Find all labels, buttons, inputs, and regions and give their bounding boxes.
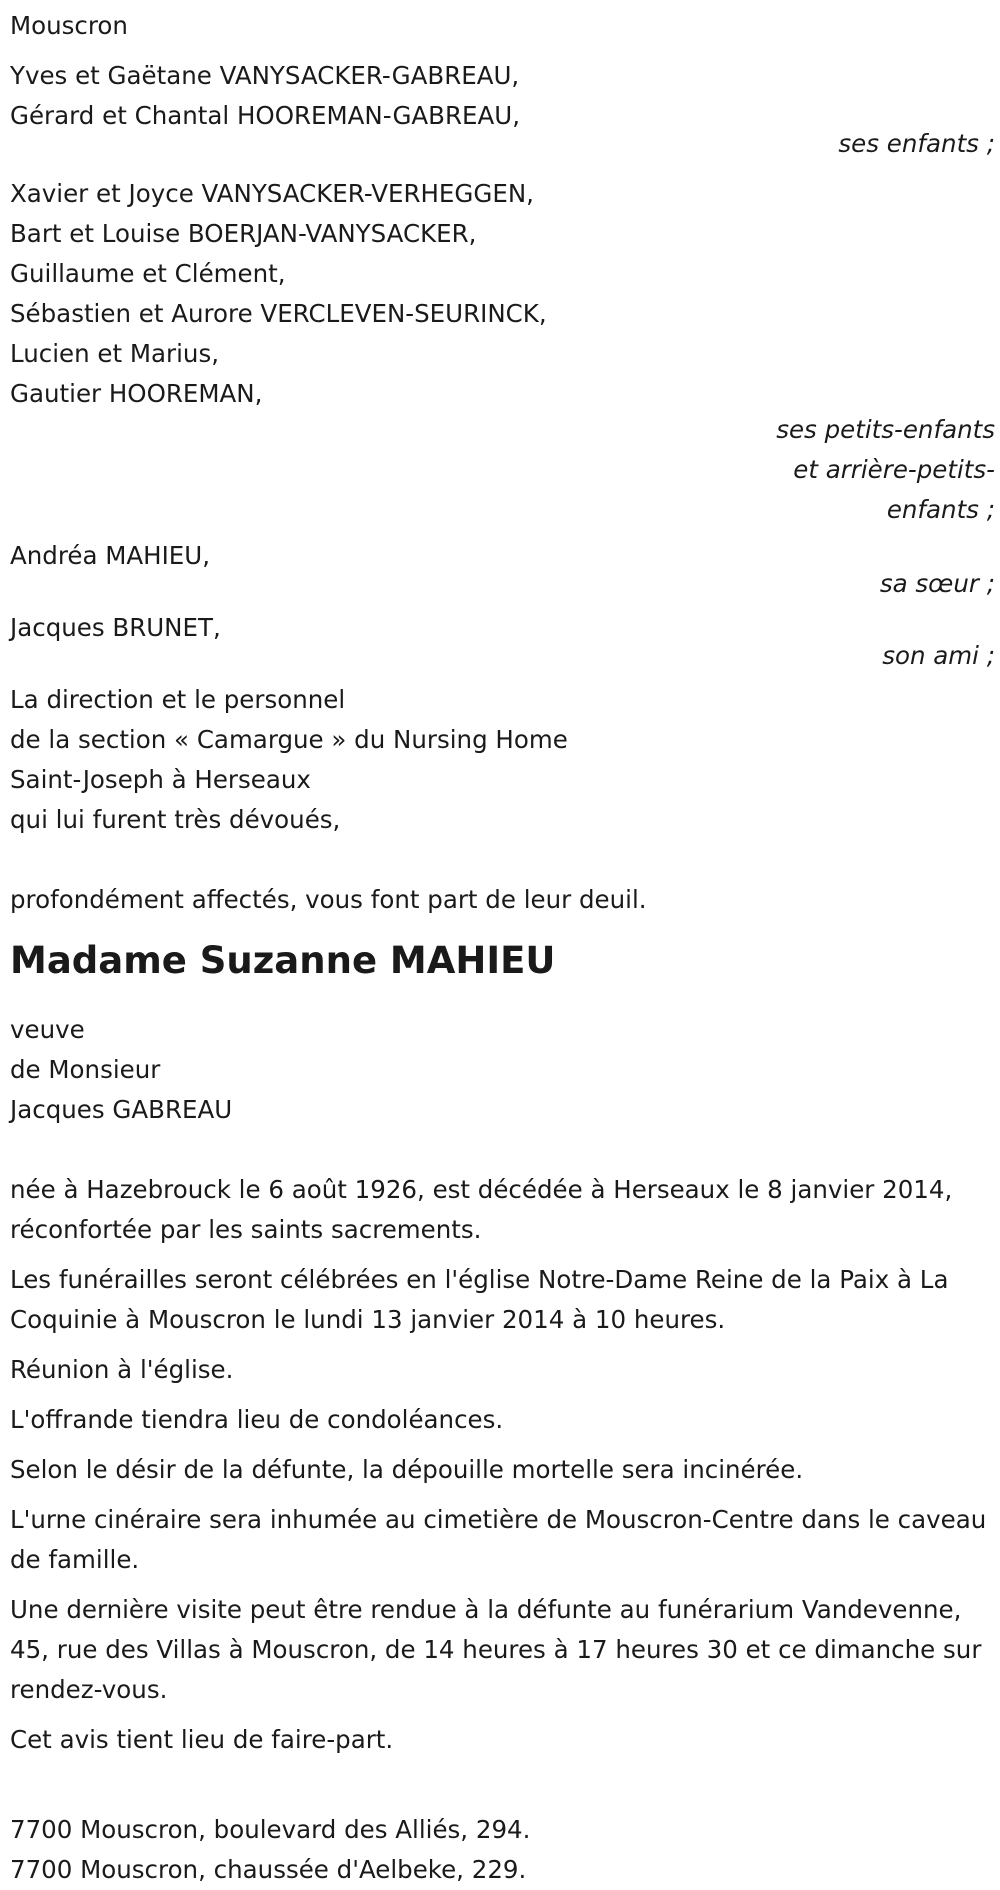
addresses-group [10, 1810, 994, 1890]
family-line: Jacques BRUNET, [10, 613, 221, 642]
family-line: Sébastien et Aurore VERCLEVEN-SEURINCK, [10, 299, 547, 328]
deceased-name: Madame Suzanne MAHIEU [10, 939, 556, 982]
paragraph-cremation: Selon le désir de la défunte, la dépouille mortelle sera incinérée. [10, 1455, 804, 1484]
staff-line: La direction et le personnel [10, 685, 346, 714]
family-group-friend [10, 608, 994, 676]
obituary-notice [10, 6, 994, 1890]
paragraph-birth-death: née à Hazebrouck le 6 août 1926, est décédée à Herseaux le 8 janvier 2014, réconfortée par les saints sacrements. [10, 1175, 953, 1244]
paragraph-meeting: Réunion à l'église. [10, 1355, 234, 1384]
widow-line: de Monsieur [10, 1055, 161, 1084]
family-line: Lucien et Marius, [10, 339, 219, 368]
widow-line: Jacques GABREAU [10, 1095, 233, 1124]
relation-label: ses petits-enfants [776, 415, 995, 444]
family-line: Andréa MAHIEU, [10, 541, 210, 570]
family-line: Gautier HOOREMAN, [10, 379, 263, 408]
address-line: 7700 Mouscron, chaussée d'Aelbeke, 229. [10, 1855, 527, 1884]
relation-label: son ami ; [882, 641, 995, 670]
widow-line: veuve [10, 1015, 85, 1044]
paragraph-notice: Cet avis tient lieu de faire-part. [10, 1725, 394, 1754]
staff-line: qui lui furent très dévoués, [10, 805, 341, 834]
staff-group [10, 680, 994, 840]
paragraph-offering: L'offrande tiendra lieu de condoléances. [10, 1405, 504, 1434]
details-group [10, 1170, 994, 1760]
family-line: Bart et Louise BOERJAN-VANYSACKER, [10, 219, 477, 248]
family-group-grandchildren [10, 174, 994, 530]
staff-line: Saint-Joseph à Herseaux [10, 765, 311, 794]
staff-line: de la section « Camargue » du Nursing Home [10, 725, 568, 754]
address-line: 7700 Mouscron, boulevard des Alliés, 294. [10, 1815, 531, 1844]
widow-group [10, 1010, 994, 1130]
relation-label: et arrière-petits- [793, 455, 995, 484]
family-group-sister [10, 536, 994, 604]
city-heading: Mouscron [10, 11, 128, 40]
paragraph-funeral: Les funérailles seront célébrées en l'église Notre-Dame Reine de la Paix à La Coquinie à Mouscron le lundi 13 janvier 2014 à 10 heures. [10, 1265, 949, 1334]
relation-label: sa sœur ; [879, 569, 995, 598]
announcement-text: profondément affectés, vous font part de leur deuil. [10, 885, 647, 914]
family-line: Gérard et Chantal HOOREMAN-GABREAU, [10, 101, 520, 130]
family-line: Guillaume et Clément, [10, 259, 286, 288]
family-line: Xavier et Joyce VANYSACKER-VERHEGGEN, [10, 179, 534, 208]
family-group-children [10, 56, 994, 164]
relation-label: ses enfants ; [838, 129, 995, 158]
family-line: Yves et Gaëtane VANYSACKER-GABREAU, [10, 61, 520, 90]
relation-label: enfants ; [886, 495, 995, 524]
paragraph-urn: L'urne cinéraire sera inhumée au cimetière de Mouscron-Centre dans le caveau de famille. [10, 1505, 987, 1574]
paragraph-visit: Une dernière visite peut être rendue à la défunte au funérarium Vandevenne, 45, rue des Villas à Mouscron, de 14 heures à 17 heures 30 et ce dimanche sur rendez-vous. [10, 1595, 982, 1704]
